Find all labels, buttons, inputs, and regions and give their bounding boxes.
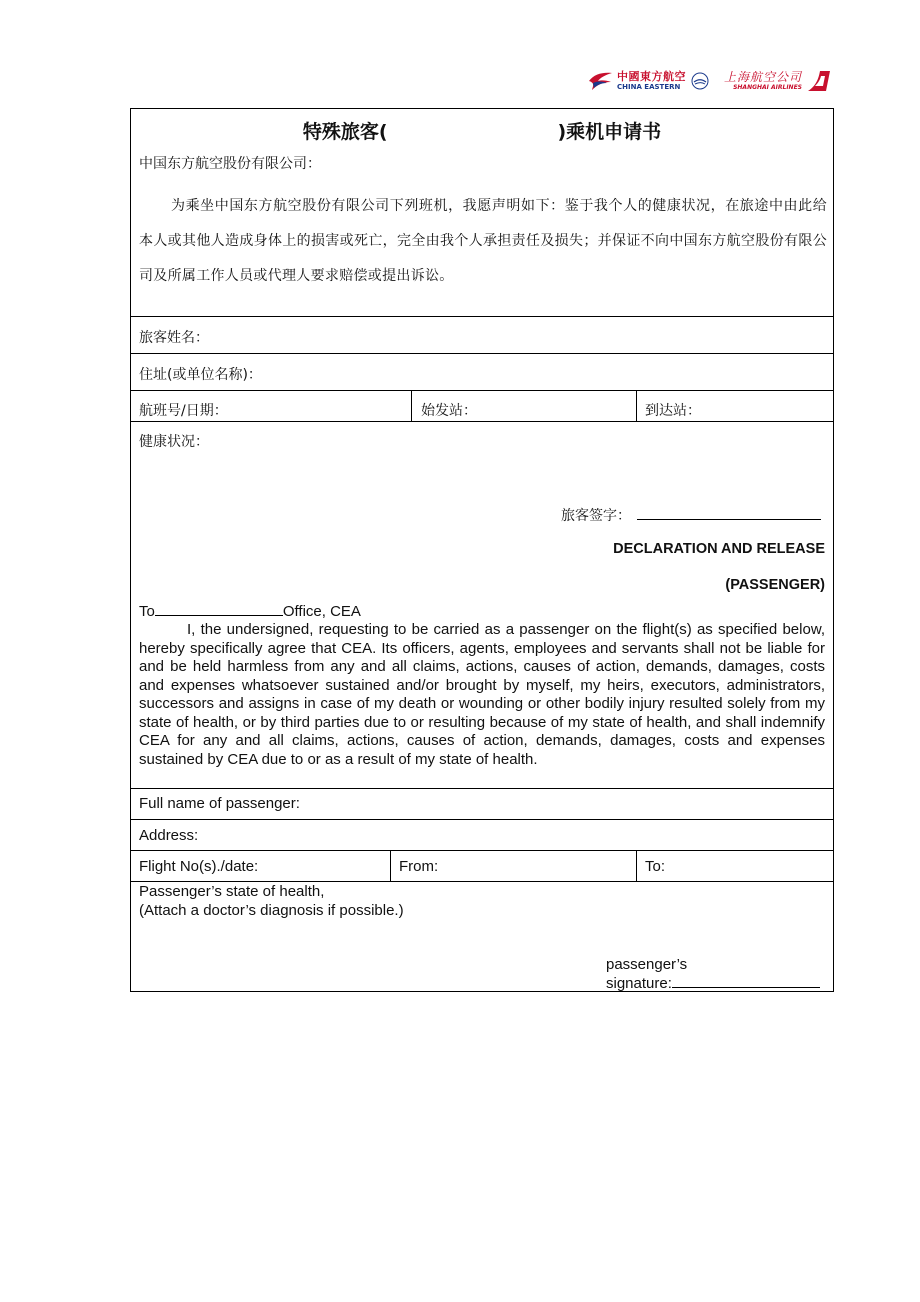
health-note-en: (Attach a doctor’s diagnosis if possible.) [139,902,404,919]
china-eastern-name-en: CHINA EASTERN [616,83,681,91]
row-divider [131,316,833,317]
shanghai-airlines-logo [724,70,832,92]
column-divider [636,850,637,881]
signature-label-en-1: passenger’s [606,956,688,973]
column-divider [390,850,391,881]
to-office-prefix: To [139,603,155,620]
application-form [130,108,834,992]
declaration-heading: DECLARATION AND RELEASE [613,541,825,557]
column-divider [411,390,412,421]
row-divider [131,819,833,820]
office-blank[interactable] [155,615,283,616]
shanghai-airlines-name-cn: 上海航空公司 [723,70,802,84]
to-office-line [139,603,361,620]
row-divider [131,353,833,354]
from-label-cn: 始发站： [421,403,477,419]
header-logos [587,70,832,92]
flight-label-cn: 航班号/日期： [139,403,228,419]
to-office-suffix: Office, CEA [282,603,361,620]
column-divider [636,390,637,421]
signature-label-cn [561,505,821,525]
address-label-cn: 住址(或单位名称)： [139,367,262,383]
full-name-label-en: Full name of passenger: [139,795,300,812]
row-divider [131,788,833,789]
passenger-name-label-cn: 旅客姓名： [139,330,209,346]
flight-label-en: Flight No(s)./date: [139,858,259,875]
form-title [131,117,833,144]
row-divider [131,390,833,391]
declaration-cn: 为乘坐中国东方航空股份有限公司下列班机，我愿声明如下：鉴于我个人的健康状况，在旅途中由此给本人或其他人造成身体上的损害或死亡，完全由我个人承担责任及损失；并保证不向中国东方航空股份有限公司及所属工作人员或代理人要求赔偿或提出诉讼。 [139,198,827,284]
health-label-cn: 健康状况： [139,434,209,450]
from-label-en: From: [399,858,439,875]
skyteam-emblem-icon [690,71,710,91]
declaration-en: I, the undersigned, requesting to be carried as a passenger on the flight(s) as specified below, hereby specifically agree that CEA. Its officers, agents, employees and servants shall not be liable for and be held harmless from any and all claims, actions, causes of action, demands, damages, costs and expenses whatsoever sustained and/or brought by myself, my heirs, executors, administrators, successors and assigns in case of my death or wounding or other bodily injury resulted solely from my state of health, or by third parties due to or resulting because of my state of health, and shall indemnify CEA for any and all claims, actions, causes of action, demands, damages, costs and expenses sustained by CEA due to or as a result of my state of health. [139,621,825,768]
title-right: )乘机申请书 [557,121,662,143]
health-label-en: Passenger’s state of health, [139,883,325,900]
title-left: 特殊旅客( [302,121,388,143]
row-divider [131,881,833,882]
signature-label-en-2: signature: [606,975,672,992]
china-eastern-name-cn: 中國東方航空 [616,70,686,83]
passenger-heading: (PASSENGER) [725,577,825,593]
row-divider [131,850,833,851]
salutation-cn: 中国东方航空股份有限公司： [139,156,321,172]
shanghai-airlines-crane-icon [806,70,832,92]
to-label-en: To: [645,858,666,875]
signature-line-cn[interactable] [637,519,821,520]
china-eastern-logo [587,70,710,92]
row-divider [131,421,833,422]
china-eastern-swallow-icon [587,70,613,92]
shanghai-airlines-name-en: SHANGHAI AIRLINES [733,84,802,91]
signature-line-en [606,975,820,992]
signature-label-cn-text: 旅客签字： [561,508,631,524]
signature-blank-en[interactable] [672,987,820,988]
to-label-cn: 到达站： [645,403,701,419]
address-label-en: Address: [139,827,199,844]
